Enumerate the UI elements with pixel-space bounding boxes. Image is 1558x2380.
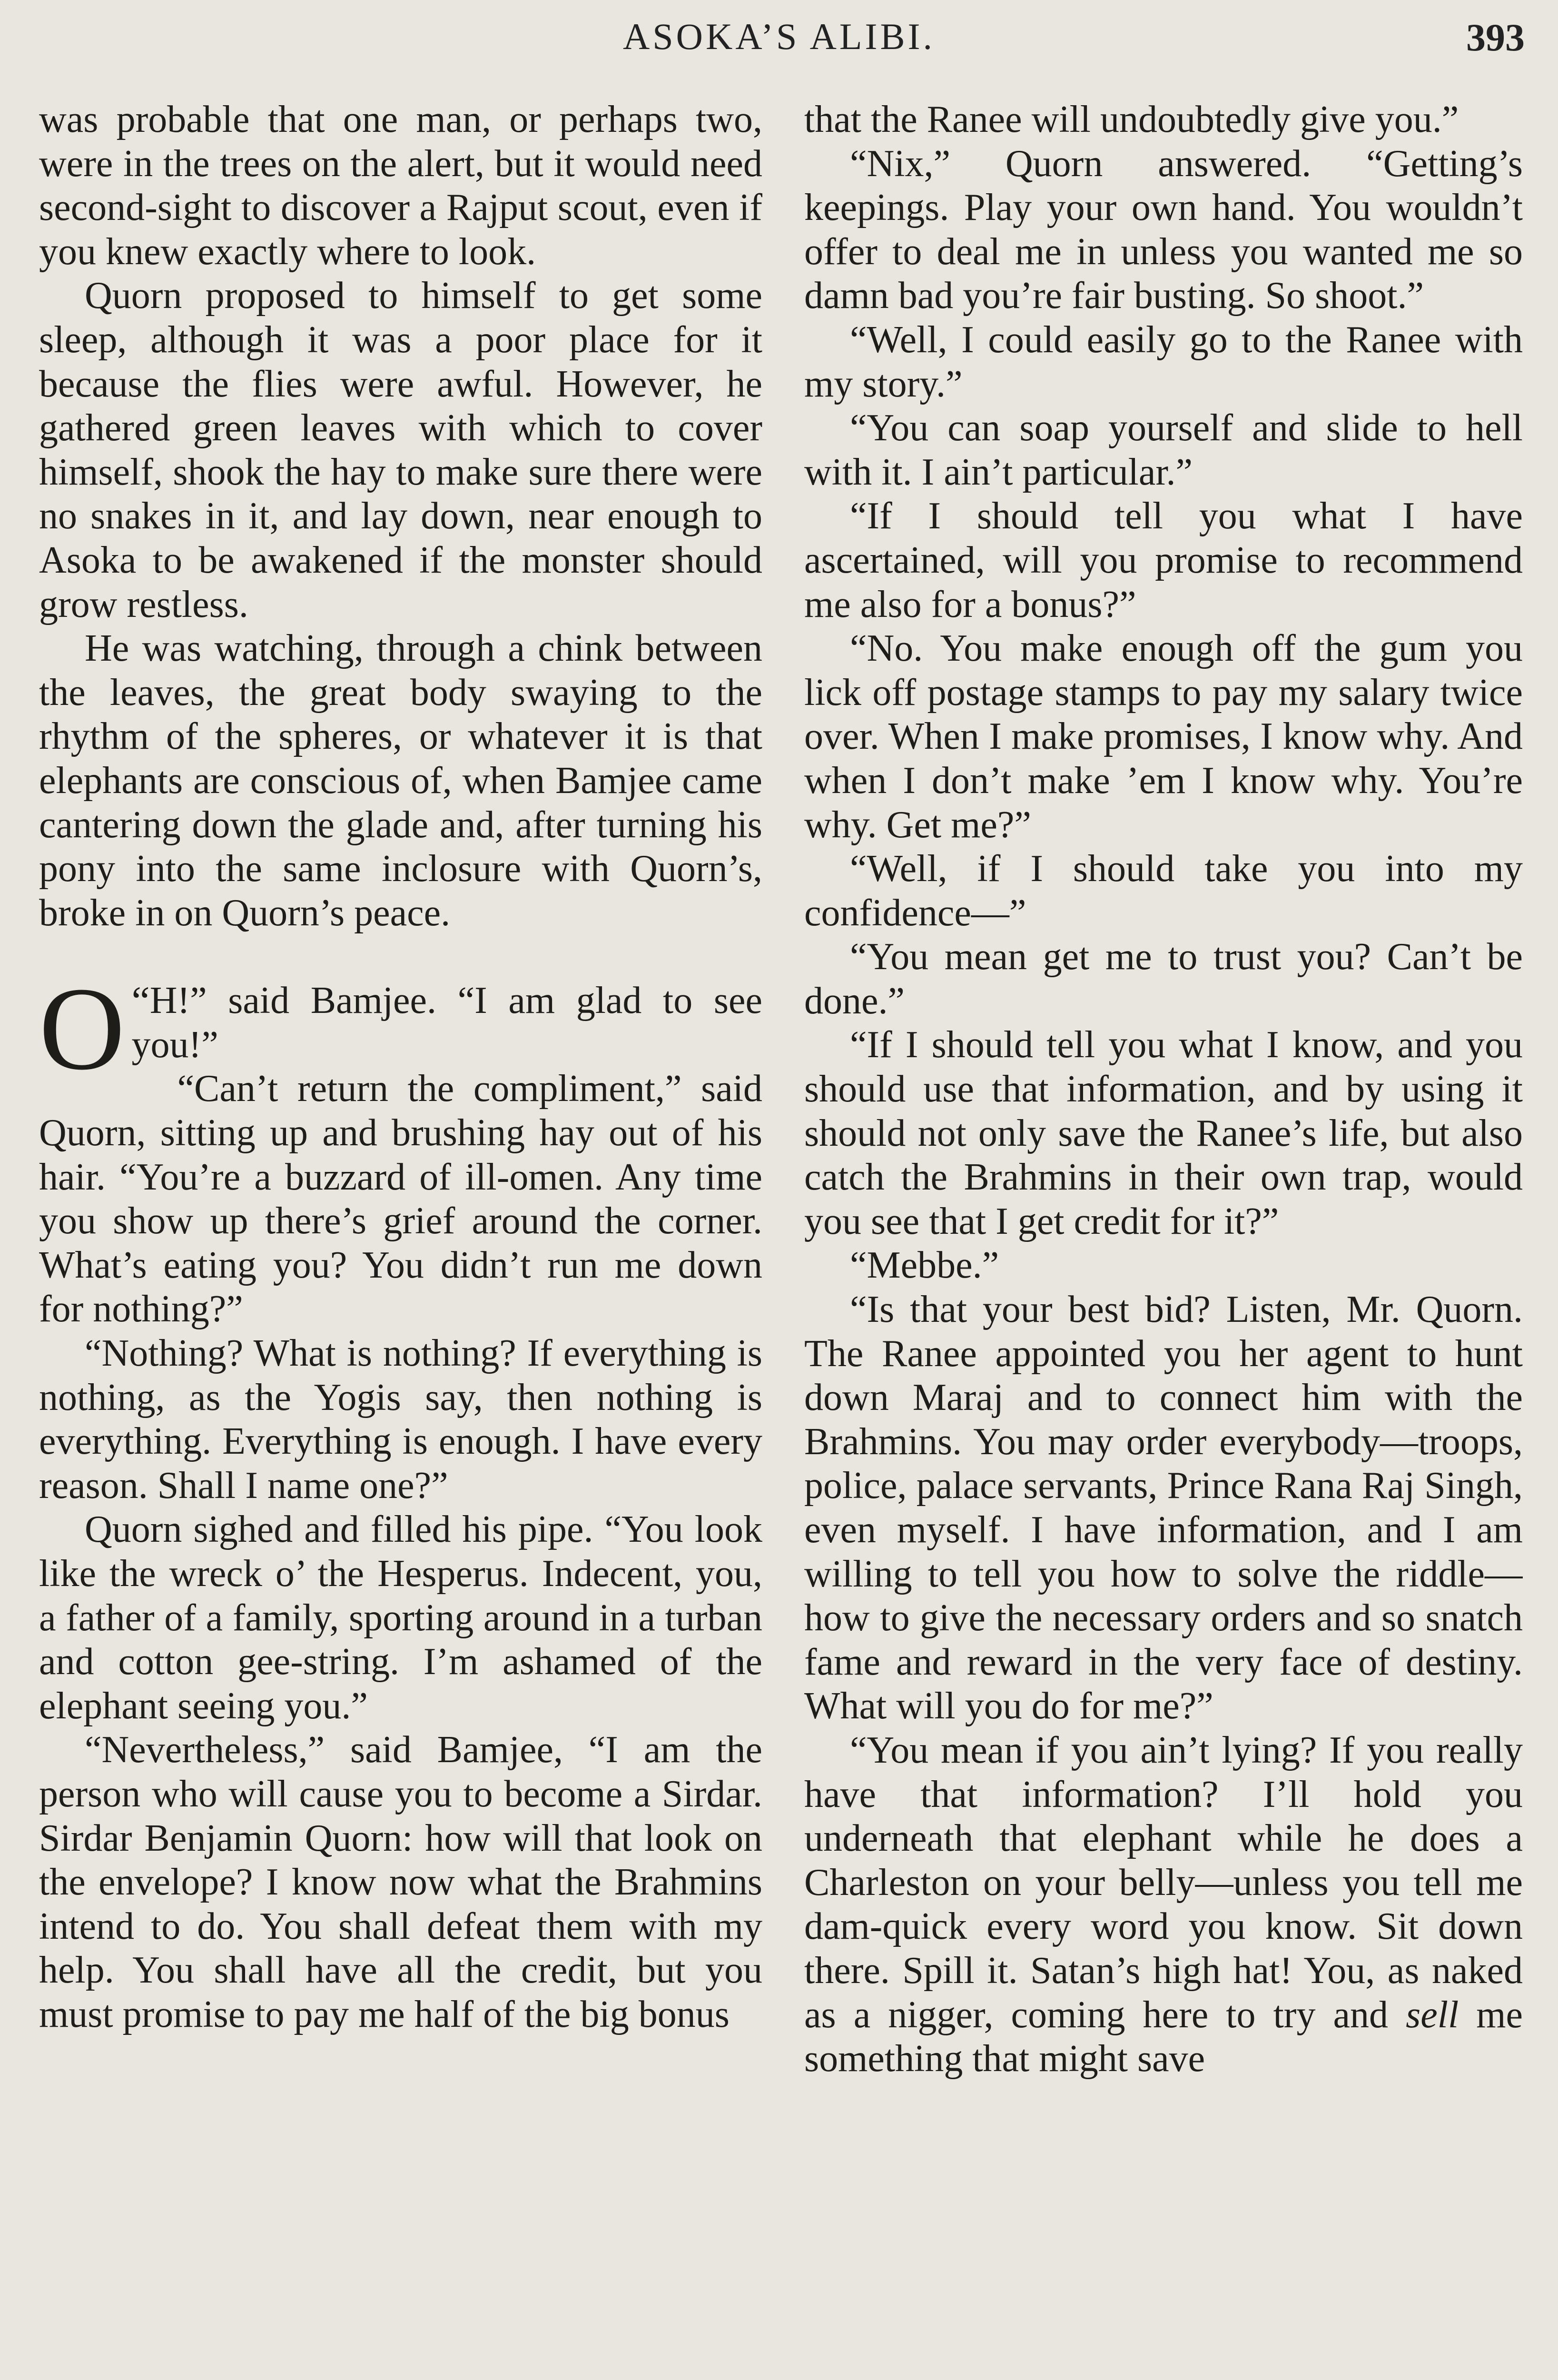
paragraph: was probable that one man, or perhaps two, were in the trees on the alert, but it would need second-sight to discover a Rajput scout, even if you knew exactly where to look. — [39, 99, 762, 273]
paragraph-text: “You mean if you ain’t lying? If you really have that information? I’ll hold you underneath that elephant while he does a Charleston on your belly—unless you tell me dam-quick every word you know. Sit down there. Spill it. Satan’s high hat! You, as naked as a nigger, coming here to try and — [804, 1729, 1523, 2036]
paragraph: Quorn sighed and filled his pipe. “You look like the wreck o’ the Hesperus. Indecent, you, a father of a family, sporting around in a turban and cotton gee-string. I’m ashamed of the elephant seeing you.” — [39, 1508, 762, 1727]
paragraph: “Can’t return the compliment,” said Quorn, sitting up and brushing hay out of his hair. “You’re a buzzard of ill-omen. Any time you show up there’s grief around the corner. What’s eating you? You didn’t run me down for nothing?” — [39, 1068, 762, 1330]
paragraph: “You can soap yourself and slide to hell with it. I ain’t particular.” — [804, 407, 1523, 493]
running-title: ASOKA’S ALIBI. — [622, 16, 936, 57]
paragraph: “You mean get me to trust you? Can’t be done.” — [804, 936, 1523, 1022]
paragraph: “No. You make enough off the gum you lick off postage stamps to pay my salary twice over. When I make promises, I know why. And when I don’t make ’em I know why. You’re why. Get me?” — [804, 627, 1523, 846]
section-break — [39, 935, 762, 979]
paragraph: Quorn proposed to himself to get some sleep, although it was a poor place for it because the flies were awful. However, he gathered green leaves with which to cover himself, shook the hay to make sure there were no snakes in it, and lay down, near enough to Asoka to be awakened if the monster should grow restless. — [39, 275, 762, 625]
page-number: 393 — [1466, 16, 1525, 59]
paragraph-text: me something that might save — [804, 1993, 1523, 2080]
paragraph: “Nothing? What is nothing? If everything is nothing, as the Yogis say, then nothing is everything. Everything is enough. I have every reason. Shall I name one?” — [39, 1332, 762, 1507]
dropcap-open-quote: “ — [131, 978, 150, 1024]
dropcap-letter: O — [39, 963, 125, 1095]
dropcap-text: H!” said Bamjee. “I am glad to see you!” — [131, 980, 762, 1066]
left-column — [39, 98, 762, 2380]
dropcap-paragraph — [39, 963, 762, 1095]
paragraph: “Well, I could easily go to the Ranee with my story.” — [804, 318, 1523, 405]
right-column — [804, 98, 1523, 2380]
paragraph: “Mebbe.” — [850, 1244, 999, 1287]
paragraph: “If I should tell you what I have ascertained, will you promise to recommend me also for a bonus?” — [804, 495, 1523, 625]
paragraph: “Is that your best bid? Listen, Mr. Quorn. The Ranee appointed you her agent to hunt down Maraj and to connect him with the Brahmins. You may order everybody—troops, police, palace servants, Prince Rana Raj Singh, even myself. I have information, and I am willing to tell you how to solve the riddle—how to give the necessary orders and so snatch fame and reward in the very face of destiny. What will you do for me?” — [804, 1289, 1523, 1727]
paragraph: “Nix,” Quorn answered. “Getting’s keepings. Play your own hand. You wouldn’t offer to deal me in unless you wanted me so damn bad you’re fair busting. So shoot.” — [804, 142, 1523, 317]
paragraph: “Well, if I should take you into my confidence—” — [804, 848, 1523, 934]
paragraph — [804, 1728, 1523, 2081]
paragraph: He was watching, through a chink between the leaves, the great body swaying to the rhythm of the spheres, or whatever it is that elephants are conscious of, when Bamjee came cantering down the glade and, after turning his pony into the same inclosure with Quorn’s, broke in on Quorn’s peace. — [39, 627, 762, 934]
paragraph: “If I should tell you what I know, and you should use that information, and by using it should not only save the Ranee’s life, but also catch the Brahmins in their own trap, would you see that I get credit for it?” — [804, 1024, 1523, 1242]
emphasis-text: sell — [1406, 1993, 1459, 2036]
page-header — [0, 15, 1558, 68]
paragraph: “Nevertheless,” said Bamjee, “I am the person who will cause you to become a Sirdar. Sirdar Benjamin Quorn: how will that look on the envelope? I know now what the Brahmins intend to do. You shall defeat them with my help. You shall have all the credit, but you must promise to pay me half of the big bonus — [39, 1729, 762, 2035]
paragraph: that the Ranee will undoubtedly give you.” — [804, 99, 1459, 140]
